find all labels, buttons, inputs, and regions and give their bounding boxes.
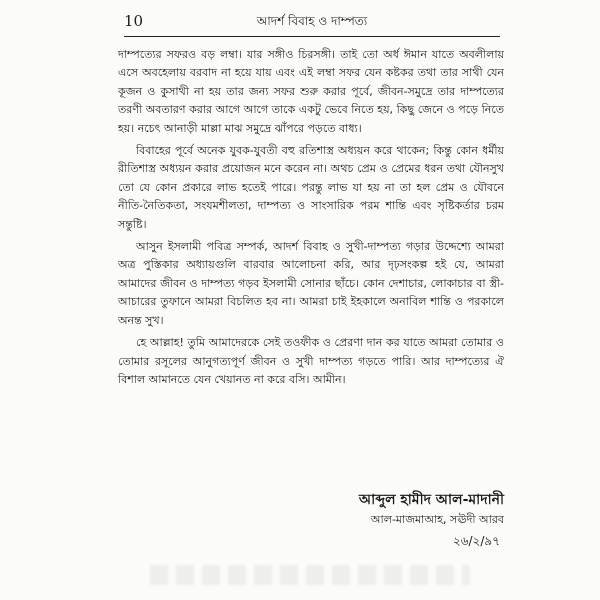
paragraph-3: আসুন ইসলামী পবিত্র সম্পর্ক, আদর্শ বিবাহ ও সুখী-দাম্পত্য গড়ার উদ্দেশ্যে আমরা অত্র পুস্তিকার অধ্যায়গুলি বারবার আলোচনা করি, আর দৃঢ়সংকল্প হই যে, আমরা আমাদের জীবন ও দাম্পত্য গড়ব ইসলামী সোনার ছাঁচে। কোন দেশাচার, লোকাচার বা স্ত্রী-আচারের তুফানে আমরা বিচলিত হব না। আমরা চাই ইহকালে অনাবিল শান্তি ও পরকালে অনন্ত সুখ। [118,240,504,327]
paragraph-4: হে আল্লাহ! তুমি আমাদেরকে সেই তওফীক ও প্রেরণা দান কর যাতে আমরা তোমার ও তোমার রসূলের আনুগত্যপূর্ণ জীবন ও সুখী দাম্পত্য গড়তে পারি। আর দাম্পত্যের ঐ বিশাল আমানতে যেন খেয়ানত না করে বসি। আমীন। [118,336,504,386]
page-number: 10 [124,12,144,30]
header-rule [124,36,500,37]
signature-date: ২৬/২/৯৭ [452,534,500,548]
paragraph-2: বিবাহের পূর্বে অনেক যুবক-যুবতী বহু রতিশাস্ত্র অধ্যয়ন করে থাকেন; কিন্তু কোন ধর্মীয় রীতিশাস্ত্র অধ্যয়ন করার প্রয়োজন মনে করেন না। অথচ প্রেম ও প্রেমের ধরন তথা যৌনসুখ তো যে কোন প্রকারে লাভ হতেই পারে। পরন্তু লাভ যা হয় না তা হল প্রেম ও যৌবনে নীতি-নৈতিকতা, সংযমশীলতা, দাম্পত্য ও সাংসারিক পরম শান্তি এবং সৃষ্টিকর্তার চরম সন্তুষ্টি। [118,144,504,231]
paragraph-1: দাম্পত্যের সফরও বড় লম্বা। যার সঙ্গীও চিরসঙ্গী। তাই তো অর্ধ ঈমান যাতে অবলীলায় এসে অবহেলায় বরবাদ না হয়ে যায় এবং এই লম্বা সফর যেন কষ্টকর তথা তার সাথী যেন কূজন ও কুসাথী না হয় তার জন্য সফর শুরু করার পূর্বে, জীবন-সমুদ্রে তার দাম্পত্যের তরণী অবতারণ করার আগে আগে তাকে একটু ভেবে নিতে হয়, কিছু জেনে ও পড়ে নিতে হয়। নচেৎ আনাড়ী মাল্লা মাঝ সমুদ্রে ঝাঁপরে পড়তে বাধ্য। [118,48,504,135]
author-signature: আব্দুল হামীদ আল-মাদানী [358,492,504,508]
author-location: আল-মাজমাআহ, সঊদী আরব [370,513,504,526]
body-text [118,46,504,393]
bleed-through-shadow [150,565,470,585]
running-title: আদর্শ বিবাহ ও দাম্পত্য [256,14,368,28]
page-header [124,10,500,40]
